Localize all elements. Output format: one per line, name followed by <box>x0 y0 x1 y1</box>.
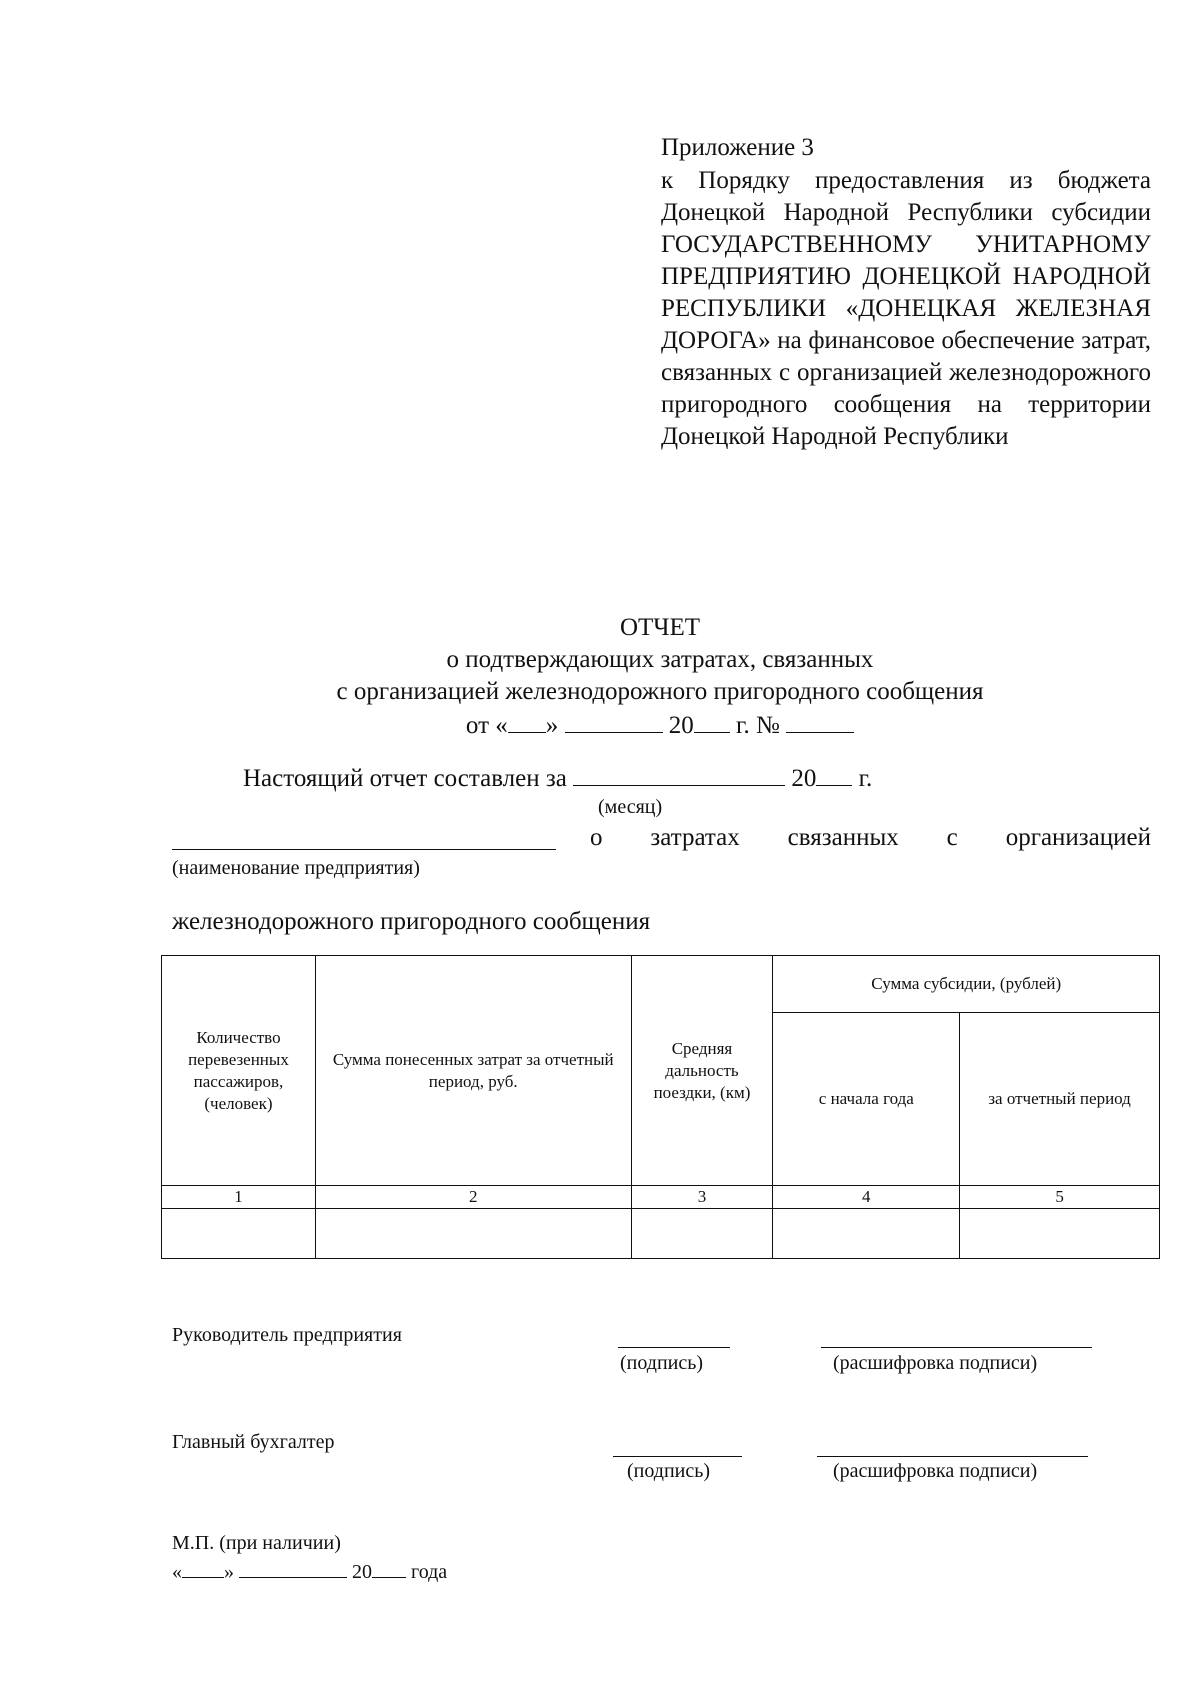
column-number: 1 <box>162 1186 316 1209</box>
footer-year: 20 <box>352 1561 372 1583</box>
column-number: 5 <box>960 1186 1160 1209</box>
word-3: связанных <box>787 824 899 851</box>
report-table <box>161 955 1160 1259</box>
header-passengers: Количество перевезенных пассажиров, (человек) <box>162 956 316 1186</box>
footer-day-blank[interactable] <box>182 1557 224 1578</box>
footer-date-line <box>172 1557 447 1585</box>
accountant-title: Главный бухгалтер <box>172 1431 335 1453</box>
stamp-note: М.П. (при наличии) <box>172 1532 341 1554</box>
appendix-text: к Порядку предоставления из бюджета Донецкой Народной Республики субсидии ГОСУДАРСТВЕННОМУ УНИТАРНОМУ ПРЕДПРИЯТИЮ ДОНЕЦКОЙ НАРОДНОЙ РЕСПУБЛИКИ «ДОНЕЦКАЯ ЖЕЛЕЗНАЯ ДОРОГА» на финансовое обеспечение затрат, связанных с организацией железнодорожного пригородного сообщения на территории Донецкой Народной Республики <box>661 167 1151 450</box>
head-signature-caption: (подпись) <box>620 1352 704 1374</box>
cell-year-to-date[interactable] <box>773 1209 960 1259</box>
column-number: 2 <box>315 1186 631 1209</box>
footer-date-open: « <box>172 1561 182 1583</box>
head-signature-line[interactable] <box>618 1347 730 1348</box>
report-subtitle-line2: с организацией железнодорожного пригородного сообщения <box>336 678 984 705</box>
head-decoding-caption: (расшифровка подписи) <box>833 1352 1038 1374</box>
report-title: ОТЧЕТ <box>619 614 701 641</box>
enterprise-text <box>590 822 1151 854</box>
date-mid: » <box>545 712 559 739</box>
report-subtitle-line1: о подтверждающих затратах, связанных <box>446 646 874 673</box>
word-5: организацией <box>1005 824 1151 851</box>
cell-costs[interactable] <box>315 1209 631 1259</box>
month-caption: (месяц) <box>598 796 663 818</box>
period-month-blank[interactable] <box>573 761 785 786</box>
word-1: о <box>590 824 603 851</box>
report-date-line <box>0 708 1200 742</box>
period-lead: Настоящий отчет составлен за <box>243 765 567 792</box>
date-prefix: от « <box>465 712 508 739</box>
accountant-decoding-line[interactable] <box>817 1456 1088 1457</box>
month-blank[interactable] <box>565 708 663 733</box>
column-number: 4 <box>773 1186 960 1209</box>
enterprise-caption: (наименование предприятия) <box>172 857 420 879</box>
cell-passengers[interactable] <box>162 1209 316 1259</box>
accountant-decoding-caption: (расшифровка подписи) <box>833 1460 1038 1482</box>
header-distance: Средняя дальность поездки, (км) <box>631 956 773 1186</box>
number-blank[interactable] <box>786 708 854 733</box>
period-year-suffix: г. <box>858 765 873 792</box>
header-year-to-date: с начала года <box>773 1013 960 1186</box>
day-blank[interactable] <box>508 708 546 733</box>
head-title: Руководитель предприятия <box>172 1324 402 1346</box>
period-year-blank[interactable] <box>816 761 852 786</box>
footer-date-close: » <box>224 1561 234 1583</box>
word-4: с <box>946 824 958 851</box>
header-reporting-period: за отчетный период <box>960 1013 1160 1186</box>
accountant-signature-caption: (подпись) <box>627 1460 711 1482</box>
year-blank[interactable] <box>694 708 730 733</box>
footer-year-word: года <box>411 1561 448 1583</box>
date-suffix: г. № <box>736 712 780 739</box>
period-line <box>243 761 872 795</box>
head-decoding-line[interactable] <box>821 1347 1092 1348</box>
column-number: 3 <box>631 1186 773 1209</box>
header-costs: Сумма понесенных затрат за отчетный период, руб. <box>315 956 631 1186</box>
date-year: 20 <box>668 712 694 739</box>
header-subsidy: Сумма субсидии, (рублей) <box>773 956 1160 1013</box>
footer-month-blank[interactable] <box>239 1557 347 1578</box>
period-year-prefix: 20 <box>791 765 817 792</box>
footer-year-blank[interactable] <box>372 1557 406 1578</box>
appendix-title: Приложение 3 <box>661 134 814 161</box>
cell-distance[interactable] <box>631 1209 773 1259</box>
enterprise-name-blank[interactable] <box>172 849 556 850</box>
word-2: затратах <box>650 824 740 851</box>
accountant-signature-line[interactable] <box>613 1456 742 1457</box>
enterprise-continuation: железнодорожного пригородного сообщения <box>172 908 651 935</box>
cell-reporting-period[interactable] <box>960 1209 1160 1259</box>
